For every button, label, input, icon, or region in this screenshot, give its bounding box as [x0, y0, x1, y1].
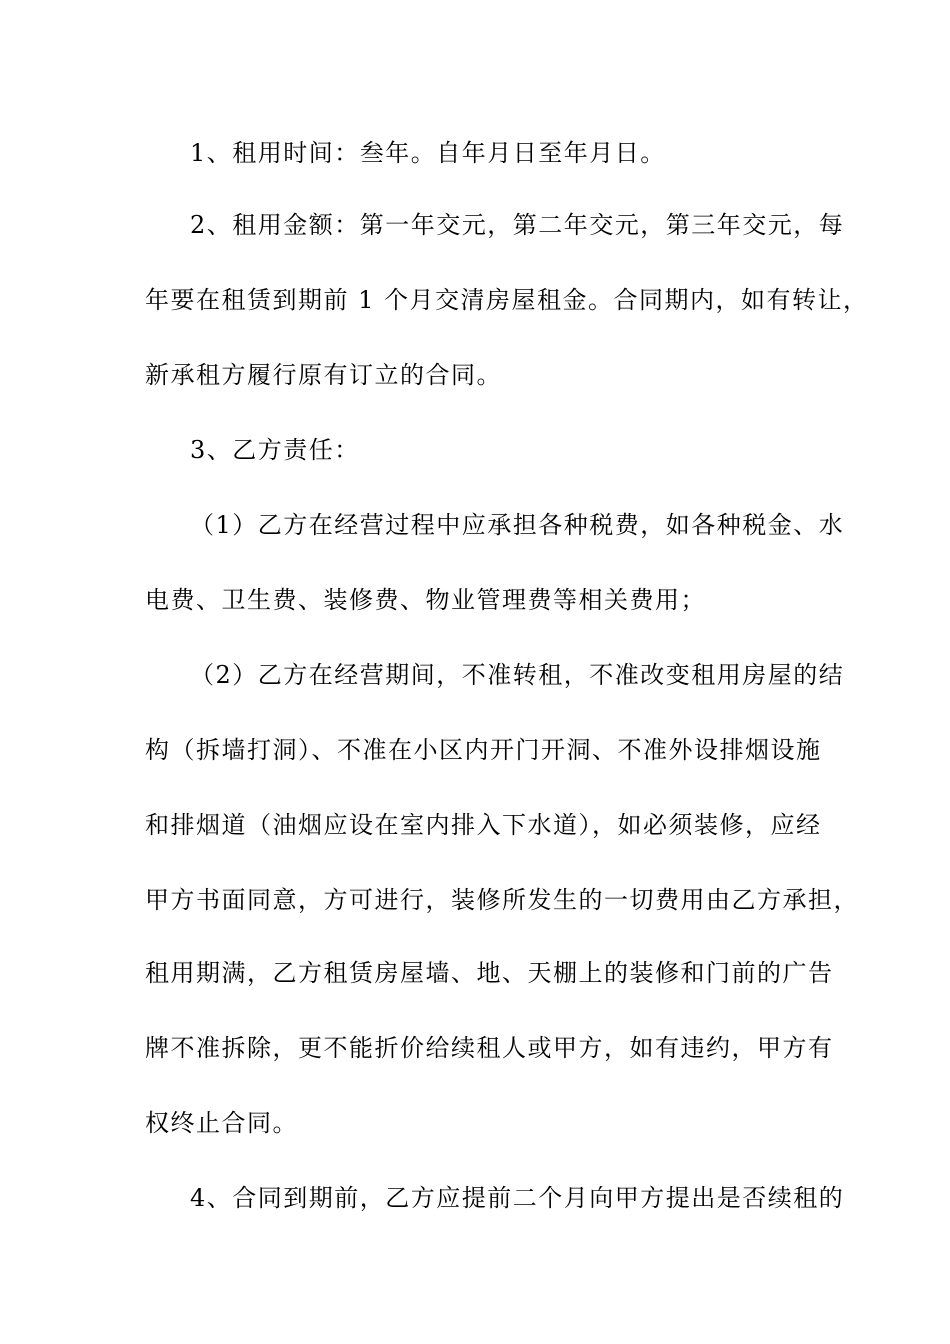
text-line-3: 年要在租赁到期前 1 个月交清房屋租金。合同期内，如有转让， [145, 286, 869, 314]
text-line-5: 3、乙方责任： [190, 436, 360, 464]
text-line-7: 电费、卫生费、装修费、物业管理费等相关费用； [145, 586, 706, 614]
text-line-9: 构（拆墙打洞）、不准在小区内开门开洞、不准外设排烟设施 [145, 736, 822, 764]
text-line-2: 2、租用金额：第一年交元，第二年交元，第三年交元，每 [190, 211, 845, 239]
text-line-4: 新承租方履行原有订立的合同。 [145, 361, 502, 389]
text-line-6: （1）乙方在经营过程中应承担各种税费，如各种税金、水 [190, 511, 845, 539]
text-line-15: 4、合同到期前，乙方应提前二个月向甲方提出是否续租的 [190, 1184, 845, 1212]
text-line-12: 租用期满，乙方租赁房屋墙、地、天棚上的装修和门前的广告 [145, 959, 834, 987]
text-line-13: 牌不准拆除，更不能折价给续租人或甲方，如有违约，甲方有 [145, 1034, 834, 1062]
text-line-14: 权终止合同。 [145, 1109, 298, 1137]
text-line-1: 1、租用时间：叁年。自年月日至年月日。 [190, 139, 666, 167]
text-line-10: 和排烟道（油烟应设在室内排入下水道），如必须装修，应经 [145, 811, 822, 839]
text-line-11: 甲方书面同意，方可进行，装修所发生的一切费用由乙方承担， [145, 886, 859, 914]
text-line-8: （2）乙方在经营期间，不准转租，不准改变租用房屋的结 [190, 661, 845, 689]
